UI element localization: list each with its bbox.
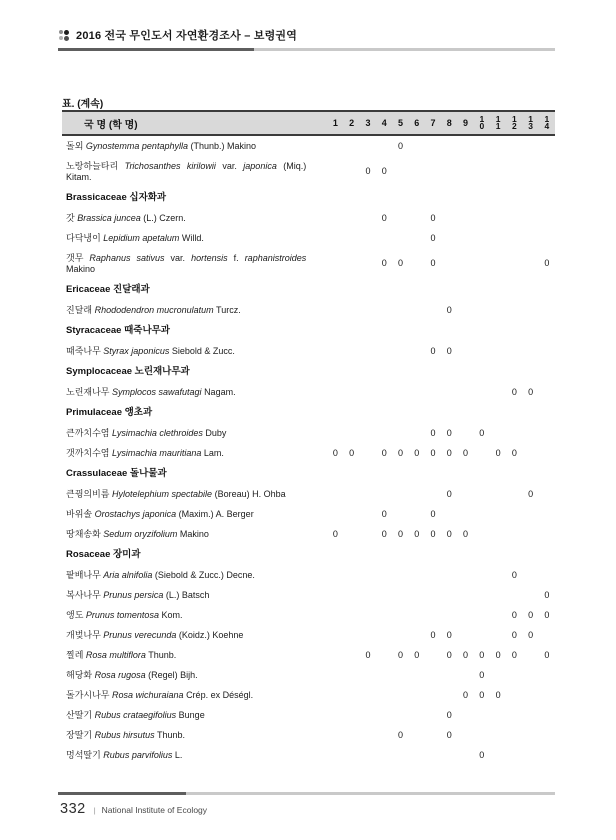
presence-mark: 0 xyxy=(430,212,436,223)
report-title: 2016 전국 무인도서 자연환경조사 – 보령권역 xyxy=(76,30,298,42)
species-row xyxy=(62,645,555,665)
column-header-8: 8 xyxy=(446,118,452,128)
presence-mark: 0 xyxy=(479,689,485,700)
presence-mark: 0 xyxy=(528,488,534,499)
page-footer xyxy=(60,801,207,817)
presence-mark: 0 xyxy=(430,447,436,458)
species-name: 갓 Brassica juncea (L.) Czern. xyxy=(66,212,186,223)
species-name: 찔레 Rosa multiflora Thunb. xyxy=(66,649,177,660)
column-header-10: 1 0 xyxy=(479,113,485,131)
column-header-5: 5 xyxy=(397,118,403,128)
presence-mark: 0 xyxy=(544,609,550,620)
species-row xyxy=(62,156,555,187)
family-name: Rosaceae 장미과 xyxy=(66,548,141,560)
presence-mark: 0 xyxy=(397,649,403,660)
column-header-12: 1 2 xyxy=(511,113,517,131)
presence-mark: 0 xyxy=(397,447,403,458)
family-row xyxy=(62,187,555,208)
presence-mark: 0 xyxy=(381,447,387,458)
presence-mark: 0 xyxy=(511,447,517,458)
presence-mark: 0 xyxy=(446,488,452,499)
presence-mark: 0 xyxy=(430,629,436,640)
presence-mark: 0 xyxy=(511,629,517,640)
table-body xyxy=(62,136,555,765)
species-row xyxy=(62,524,555,544)
presence-mark: 0 xyxy=(463,689,469,700)
presence-mark: 0 xyxy=(446,345,452,356)
presence-mark: 0 xyxy=(544,649,550,660)
presence-mark: 0 xyxy=(430,258,436,268)
presence-mark: 0 xyxy=(397,528,403,539)
species-row xyxy=(62,605,555,625)
species-name: 큰까치수염 Lysimachia clethroides Duby xyxy=(66,427,227,438)
family-name: Symplocaceae 노린재나무과 xyxy=(66,365,190,377)
presence-mark: 0 xyxy=(479,649,485,660)
presence-mark: 0 xyxy=(528,609,534,620)
species-name: 산딸기 Rubus crataegifolius Bunge xyxy=(66,709,205,720)
presence-mark: 0 xyxy=(528,629,534,640)
species-row xyxy=(62,484,555,504)
column-header-9: 9 xyxy=(463,118,469,128)
species-row xyxy=(62,228,555,248)
page-header xyxy=(58,27,555,51)
presence-mark: 0 xyxy=(511,569,517,580)
presence-mark: 0 xyxy=(479,427,485,438)
family-row xyxy=(62,544,555,565)
species-name: 땅채송화 Sedum oryzifolium Makino xyxy=(66,528,209,539)
presence-mark: 0 xyxy=(430,345,436,356)
footer-institute: National Institute of Ecology xyxy=(101,805,208,815)
presence-mark: 0 xyxy=(446,528,452,539)
presence-mark: 0 xyxy=(495,447,501,458)
presence-mark: 0 xyxy=(430,232,436,243)
presence-mark: 0 xyxy=(332,528,338,539)
species-name: 앵도 Prunus tomentosa Kom. xyxy=(66,609,183,620)
column-header-4: 4 xyxy=(381,118,387,128)
presence-mark: 0 xyxy=(414,447,420,458)
presence-mark: 0 xyxy=(495,649,501,660)
column-header-7: 7 xyxy=(430,118,436,128)
column-header-1: 1 xyxy=(332,118,338,128)
presence-mark: 0 xyxy=(397,140,403,151)
presence-mark: 0 xyxy=(349,447,355,458)
family-row xyxy=(62,402,555,423)
presence-mark: 0 xyxy=(414,528,420,539)
family-name: Ericaceae 진달래과 xyxy=(66,283,150,295)
species-row xyxy=(62,585,555,605)
presence-mark: 0 xyxy=(365,649,371,660)
species-row xyxy=(62,208,555,228)
species-name: 해당화 Rosa rugosa (Regel) Bijh. xyxy=(66,669,198,680)
presence-mark: 0 xyxy=(528,386,534,397)
family-name: Primulaceae 앵초과 xyxy=(66,406,153,418)
page-number: 332 xyxy=(60,801,86,817)
presence-mark: 0 xyxy=(511,649,517,660)
family-row xyxy=(62,361,555,382)
species-name: 때죽나무 Styrax japonicus Siebold & Zucc. xyxy=(66,345,235,356)
presence-mark: 0 xyxy=(381,212,387,223)
column-header-11: 1 1 xyxy=(495,113,501,131)
presence-mark: 0 xyxy=(397,729,403,740)
species-name: 갯무 Raphanus sativus var. hortensis f. raphanistroides Makino xyxy=(66,252,307,274)
species-row xyxy=(62,725,555,745)
footer-rule xyxy=(58,792,555,795)
presence-mark: 0 xyxy=(463,649,469,660)
species-name: 복사나무 Prunus persica (L.) Batsch xyxy=(66,589,210,600)
presence-mark: 0 xyxy=(446,709,452,720)
header-rule xyxy=(58,48,555,51)
species-table xyxy=(62,110,555,765)
presence-mark: 0 xyxy=(397,258,403,268)
species-name: 노린재나무 Symplocos sawafutagi Nagam. xyxy=(66,386,236,397)
dots-logo-icon xyxy=(58,30,69,41)
species-name: 돌가시나무 Rosa wichuraiana Crép. ex Déségl. xyxy=(66,689,254,700)
species-row xyxy=(62,504,555,524)
presence-mark: 0 xyxy=(446,427,452,438)
family-name: Styracaceae 때죽나무과 xyxy=(66,324,170,336)
column-header-6: 6 xyxy=(414,118,420,128)
species-row xyxy=(62,382,555,402)
species-row xyxy=(62,745,555,765)
species-row xyxy=(62,423,555,443)
species-name: 큰꿩의비름 Hylotelephium spectabile (Boreau) H. Ohba xyxy=(66,488,286,499)
column-header-3: 3 xyxy=(365,118,371,128)
presence-mark: 0 xyxy=(544,258,550,268)
presence-mark: 0 xyxy=(381,166,387,176)
presence-mark: 0 xyxy=(446,629,452,640)
species-name: 노랑하늘타리 Trichosanthes kirilowii var. japonica (Miq.) Kitam. xyxy=(66,160,307,182)
presence-mark: 0 xyxy=(365,166,371,176)
presence-mark: 0 xyxy=(446,729,452,740)
species-name: 개벚나무 Prunus verecunda (Koidz.) Koehne xyxy=(66,629,244,640)
column-header-13: 1 3 xyxy=(528,113,533,131)
family-name: Brassicaceae 십자화과 xyxy=(66,191,167,203)
species-row xyxy=(62,248,555,279)
presence-mark: 0 xyxy=(381,528,387,539)
presence-mark: 0 xyxy=(414,649,420,660)
family-row xyxy=(62,463,555,484)
species-row xyxy=(62,136,555,156)
presence-mark: 0 xyxy=(430,528,436,539)
table-header-row xyxy=(62,110,555,136)
presence-mark: 0 xyxy=(381,508,387,519)
presence-mark: 0 xyxy=(479,669,485,680)
presence-mark: 0 xyxy=(511,386,517,397)
species-name: 멍석딸기 Rubus parvifolius L. xyxy=(66,749,183,760)
presence-mark: 0 xyxy=(381,258,387,268)
presence-mark: 0 xyxy=(430,427,436,438)
species-name: 진달래 Rhododendron mucronulatum Turcz. xyxy=(66,304,241,315)
presence-mark: 0 xyxy=(479,749,485,760)
footer-divider: | xyxy=(93,806,96,815)
family-row xyxy=(62,279,555,300)
presence-mark: 0 xyxy=(511,609,517,620)
species-name: 바위솔 Orostachys japonica (Maxim.) A. Berger xyxy=(66,508,254,519)
species-row xyxy=(62,341,555,361)
presence-mark: 0 xyxy=(463,528,469,539)
species-row xyxy=(62,625,555,645)
species-name: 다닥냉이 Lepidium apetalum Willd. xyxy=(66,232,204,243)
presence-mark: 0 xyxy=(446,304,452,315)
column-header-14: 1 4 xyxy=(544,113,550,131)
presence-mark: 0 xyxy=(332,447,338,458)
presence-mark: 0 xyxy=(446,447,452,458)
species-name: 돌외 Gynostemma pentaphylla (Thunb.) Makino xyxy=(66,140,257,151)
species-row xyxy=(62,443,555,463)
presence-mark: 0 xyxy=(430,508,436,519)
table-caption: 표. (계속) xyxy=(62,99,104,110)
name-column-header: 국 명 (학 명) xyxy=(84,119,138,131)
species-name: 팥배나무 Aria alnifolia (Siebold & Zucc.) Decne. xyxy=(66,569,255,580)
column-header-2: 2 xyxy=(349,118,355,128)
species-name: 갯까치수염 Lysimachia mauritiana Lam. xyxy=(66,447,224,458)
presence-mark: 0 xyxy=(463,447,469,458)
species-name: 장딸기 Rubus hirsutus Thunb. xyxy=(66,729,186,740)
presence-mark: 0 xyxy=(544,589,550,600)
species-row xyxy=(62,300,555,320)
species-row xyxy=(62,665,555,685)
family-row xyxy=(62,320,555,341)
species-row xyxy=(62,565,555,585)
species-row xyxy=(62,685,555,705)
presence-mark: 0 xyxy=(495,689,501,700)
family-name: Crassulaceae 돌나물과 xyxy=(66,467,167,479)
presence-mark: 0 xyxy=(446,649,452,660)
species-row xyxy=(62,705,555,725)
